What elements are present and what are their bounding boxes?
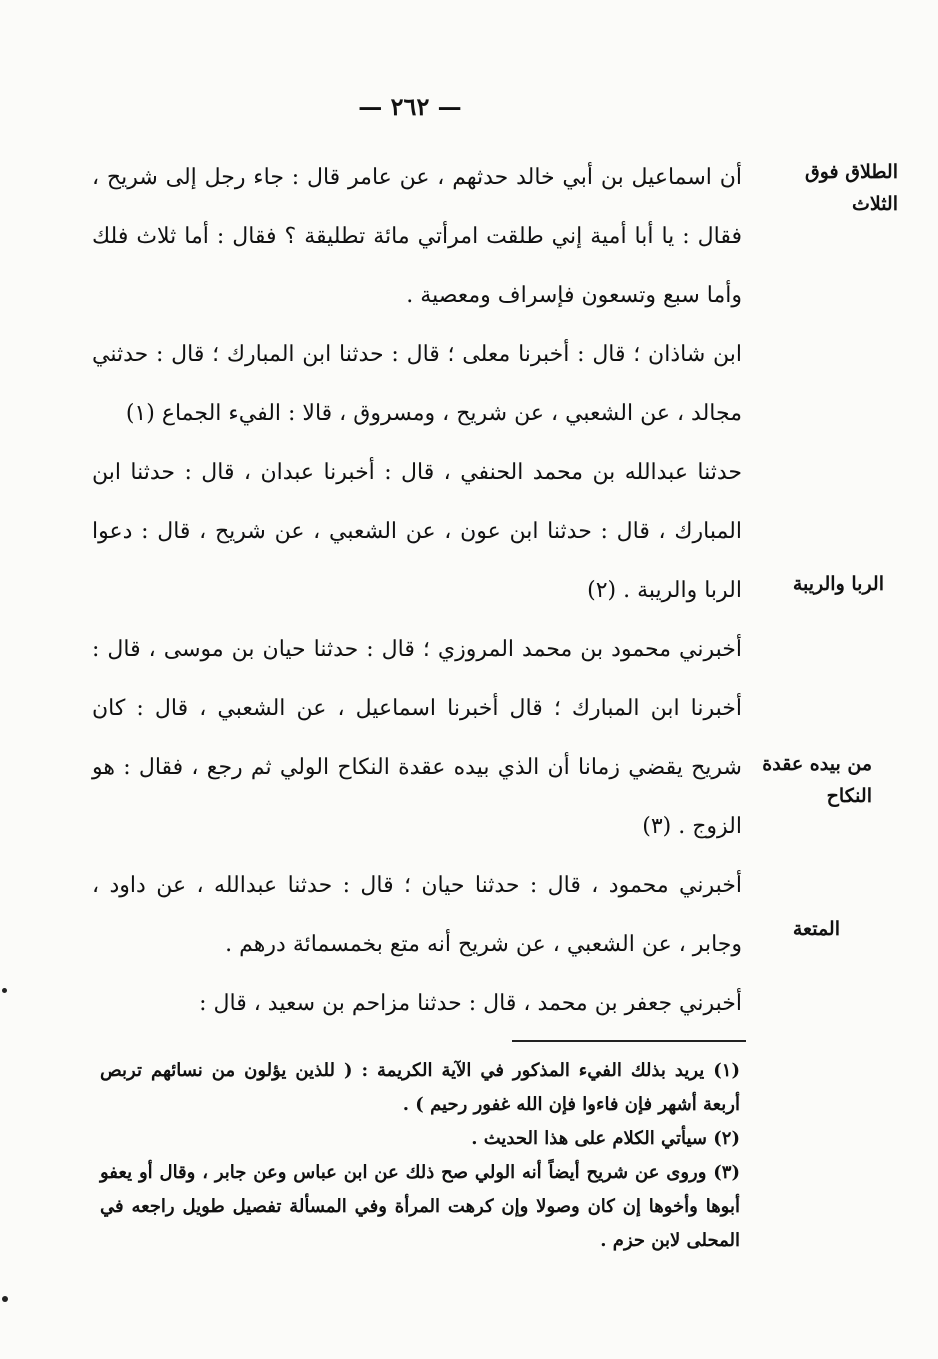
footnote-3: (٣) وروى عن شريح أيضاً أنه الولي صح ذلك عن ابن عباس وعن جابر ، وقال أو يعفو أبوها وأخوها إن كان وصولا وإن كرهت المرأة وفي المسألة تفصيل طويل راجعه في المحلى لابن حزم . [100,1162,740,1251]
scan-speck [2,1296,8,1302]
main-text [92,148,742,1033]
paragraph-4: أخبرني محمود بن محمد المروزي ؛ قال : حدثنا حيان بن موسى ، قال : أخبرنا ابن المبارك ؛ قال أخبرنا اسماعيل ، عن الشعبي ، قال : كان شريح يقضي زمانا أن الذي بيده عقدة النكاح الولي ثم رجع ، فقال : هو الزوج . (٣) [92,637,742,839]
margin-note-mutah: المتعة [792,918,840,940]
footnotes [100,1054,740,1258]
margin-note-riba: الربا والريبة [792,573,884,595]
footnote-separator [512,1040,746,1042]
margin-note-nikah: من بيده عقدة النكاح [762,753,872,807]
paragraph-2: ابن شاذان ؛ قال : أخبرنا معلى ؛ قال : حدثنا ابن المبارك ؛ قال : حدثني مجالد ، عن الشعبي ، عن شريح ، ومسروق ، قالا : الفيء الجماع (١) [92,342,742,426]
margin-note-talaq: الطلاق فوق الثلاث [805,161,898,215]
page-number: — ٢٦٢ — [358,92,462,121]
paragraph-1: أن اسماعيل بن أبي خالد حدثهم ، عن عامر قال : جاء رجل إلى شريح ، فقال : يا أبا أمية إني طلقت امرأتي مائة تطليقة ؟ فقال : أما ثلاث فلك وأما سبع وتسعون فإسراف ومعصية . [92,165,742,308]
paragraph-5: أخبرني محمود ، قال : حدثنا حيان ؛ قال : حدثنا عبدالله ، عن داود ، وجابر ، عن الشعبي ، عن شريح أنه متع بخمسمائة درهم . [92,873,742,957]
paragraph-3: حدثنا عبدالله بن محمد الحنفي ، قال : أخبرنا عبدان ، قال : حدثنا ابن المبارك ، قال : حدثنا ابن عون ، عن الشعبي ، عن شريح ، قال : دعوا الربا والريبة . (٢) [92,460,742,603]
footnote-1: (١) يريد بذلك الفيء المذكور في الآية الكريمة : ( للذين يؤلون من نسائهم تربص أربعة أشهر فإن فاءوا فإن الله غفور رحيم ) . [100,1060,740,1115]
paragraph-6: أخبرني جعفر بن محمد ، قال : حدثنا مزاحم بن سعيد ، قال : [199,991,742,1016]
scan-speck [2,988,7,993]
footnote-2: (٢) سيأتي الكلام على هذا الحديث . [471,1128,740,1149]
